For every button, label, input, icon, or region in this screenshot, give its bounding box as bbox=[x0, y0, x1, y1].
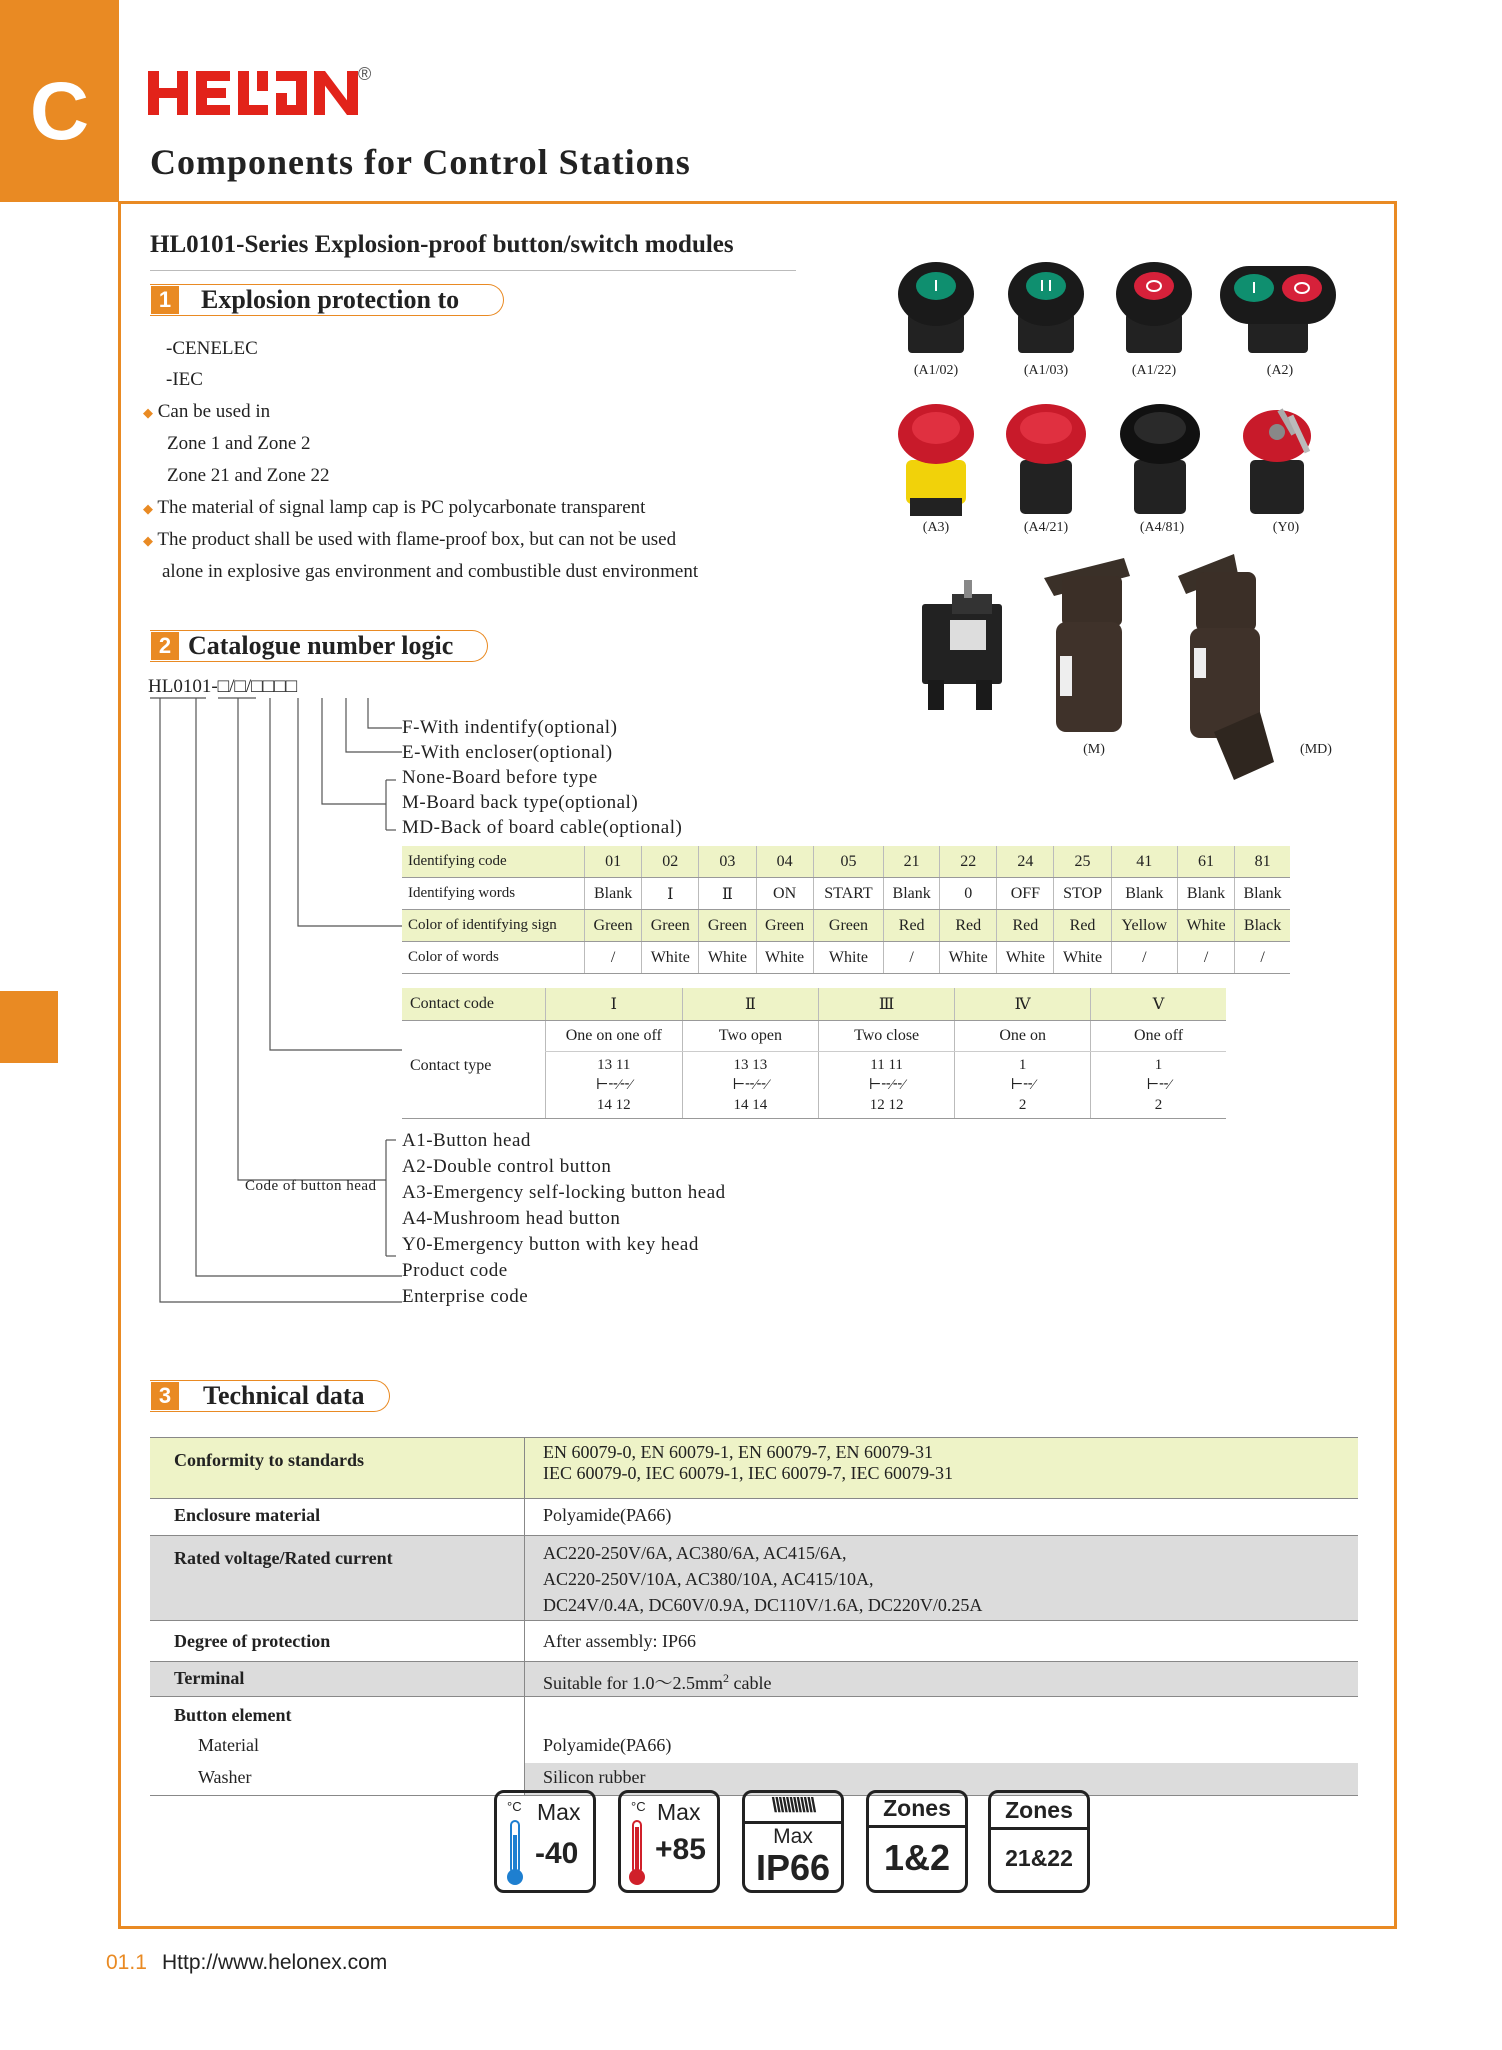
contact-diagram-1 bbox=[545, 1052, 682, 1119]
badge-min-temp bbox=[494, 1790, 596, 1893]
identifying-cell: 21 bbox=[884, 846, 940, 878]
section3-number: 3 bbox=[151, 1382, 179, 1410]
bullet-item bbox=[143, 528, 676, 553]
badge-max-label: Max bbox=[657, 1799, 701, 1825]
section-letter: C bbox=[29, 66, 90, 157]
conformity-key: Conformity to standards bbox=[150, 1438, 525, 1499]
identifying-cell: / bbox=[1111, 942, 1177, 974]
emergency-button-icon bbox=[896, 400, 976, 518]
diamond-bullet-icon: ◆ bbox=[143, 533, 153, 548]
contact-code-cell: Ⅲ bbox=[818, 988, 954, 1021]
identifying-cell: START bbox=[813, 878, 884, 910]
caption-a4-81: (A4/81) bbox=[1139, 520, 1185, 535]
identifying-cell: 05 bbox=[813, 846, 884, 878]
washer-key: Washer bbox=[150, 1763, 525, 1796]
thermometer-red-icon bbox=[627, 1819, 647, 1887]
degree-value: After assembly: IP66 bbox=[543, 1631, 696, 1651]
tech-row-rated bbox=[150, 1536, 1358, 1621]
enterprise-code-label: Enterprise code bbox=[402, 1286, 529, 1307]
degree-key: Degree of protection bbox=[150, 1621, 525, 1662]
bullet-text: The material of signal lamp cap is PC polycarbonate transparent bbox=[157, 497, 646, 518]
tech-row-material bbox=[150, 1733, 1358, 1763]
enclosure-key: Enclosure material bbox=[150, 1499, 525, 1536]
double-button-icon bbox=[1218, 258, 1338, 358]
identifying-cell: Yellow bbox=[1111, 910, 1177, 942]
contact-type-cell: Two open bbox=[682, 1021, 818, 1052]
diamond-bullet-icon: ◆ bbox=[143, 405, 153, 420]
identifying-cell: White bbox=[699, 942, 756, 974]
product-contact-block bbox=[912, 574, 1012, 719]
identifying-cell: 02 bbox=[642, 846, 699, 878]
badge-divider bbox=[745, 1821, 841, 1824]
rated-key: Rated voltage/Rated current bbox=[150, 1536, 525, 1621]
contact-diagram-3 bbox=[818, 1052, 954, 1119]
terminal-range: Suitable for 1.0～2.5mm bbox=[543, 1673, 723, 1693]
key-button-icon bbox=[1240, 400, 1340, 518]
contact-diagram-5 bbox=[1091, 1052, 1226, 1119]
head-a1: A1-Button head bbox=[402, 1130, 531, 1151]
contact-type-cell: Two close bbox=[818, 1021, 954, 1052]
zones-gas: Zone 1 and Zone 2 bbox=[167, 433, 311, 454]
side-tab-marker bbox=[0, 991, 58, 1063]
badge-zones-label: Zones bbox=[1005, 1797, 1073, 1823]
caption-md: (MD) bbox=[1300, 742, 1332, 757]
rated-ac-10a: AC220-250V/10A, AC380/10A, AC415/10A, bbox=[543, 1569, 874, 1589]
identifying-row bbox=[402, 846, 1290, 878]
identifying-cell: 41 bbox=[1111, 846, 1177, 878]
badge-divider bbox=[869, 1825, 965, 1828]
rated-value bbox=[525, 1536, 1359, 1621]
identifying-cell: Ⅰ bbox=[642, 878, 699, 910]
enclosure-value: Polyamide(PA66) bbox=[543, 1505, 672, 1525]
contact-block-icon bbox=[912, 574, 1012, 714]
identifying-cell: Green bbox=[813, 910, 884, 942]
thermometer-blue-icon bbox=[505, 1819, 525, 1887]
option-none: None-Board before type bbox=[402, 767, 598, 788]
identifying-cell: / bbox=[1235, 942, 1290, 974]
identifying-cell: Blank bbox=[1235, 878, 1290, 910]
button-element-value bbox=[525, 1697, 1359, 1734]
contact-type-cell: One off bbox=[1091, 1021, 1226, 1052]
washer-value: Silicon rubber bbox=[525, 1763, 1359, 1796]
identifying-cell: Red bbox=[997, 910, 1054, 942]
contact-code-cell: Ⅱ bbox=[682, 988, 818, 1021]
terminal-cable: cable bbox=[728, 1673, 772, 1693]
identifying-cell: STOP bbox=[1054, 878, 1111, 910]
contact-code-cell: Ⅰ bbox=[545, 988, 682, 1021]
identifying-cell: 81 bbox=[1235, 846, 1290, 878]
option-f: F-With indentify(optional) bbox=[402, 717, 618, 738]
terminal-top: 1 bbox=[1018, 1057, 1027, 1073]
contact-type-header: Contact type bbox=[402, 1021, 545, 1119]
identifying-cell: Ⅱ bbox=[699, 878, 756, 910]
material-key: Material bbox=[150, 1733, 525, 1763]
badge-zones-label: Zones bbox=[883, 1795, 951, 1821]
mushroom-button-black-icon bbox=[1118, 400, 1202, 518]
identifying-cell: / bbox=[585, 942, 642, 974]
switch-symbol-icon: ⊢╌⁄ bbox=[1146, 1077, 1171, 1093]
caption-m: (M) bbox=[1083, 742, 1105, 757]
identifying-cell: 04 bbox=[756, 846, 813, 878]
registered-mark: ® bbox=[358, 64, 372, 84]
identifying-cell: White bbox=[813, 942, 884, 974]
page-number: 01.1 bbox=[106, 1951, 147, 1974]
head-a2: A2-Double control button bbox=[402, 1156, 612, 1177]
terminal-bottom: 2 bbox=[1018, 1097, 1027, 1113]
bullet-item bbox=[143, 400, 270, 425]
series-title: HL0101-Series Explosion-proof button/switch modules bbox=[150, 231, 734, 258]
identifying-cell: White bbox=[1054, 942, 1111, 974]
terminal-top: 1 bbox=[1154, 1057, 1163, 1073]
section3-title: Technical data bbox=[203, 1381, 365, 1410]
bullet-item bbox=[143, 496, 645, 521]
rated-dc: DC24V/0.4A, DC60V/0.9A, DC110V/1.6A, DC220V/0.25A bbox=[543, 1595, 983, 1615]
tech-row-button bbox=[150, 1697, 1358, 1734]
product-a1-02 bbox=[896, 258, 976, 363]
section1-title: Explosion protection to bbox=[201, 285, 460, 314]
terminal-bottom: 12 12 bbox=[869, 1097, 904, 1113]
product-code-label: Product code bbox=[402, 1260, 508, 1281]
cable-module-angled-icon bbox=[1174, 552, 1284, 782]
logic-connector-lines bbox=[150, 696, 410, 1310]
badge-value: 1&2 bbox=[883, 1837, 951, 1878]
catalogue-code: HL0101-□/□/□□□□ bbox=[148, 676, 298, 697]
switch-symbol-icon: ⊢╌⁄ bbox=[1010, 1077, 1035, 1093]
button-green-icon bbox=[896, 258, 976, 358]
terminal-top: 13 13 bbox=[733, 1057, 768, 1073]
section2-number: 2 bbox=[151, 632, 179, 660]
frame-left-border bbox=[118, 201, 121, 1929]
technical-data-table bbox=[150, 1437, 1358, 1796]
identifying-cell: Green bbox=[699, 910, 756, 942]
badge-value: 21&22 bbox=[1005, 1845, 1073, 1871]
identifying-cell: 25 bbox=[1054, 846, 1111, 878]
rated-ac-6a: AC220-250V/6A, AC380/6A, AC415/6A, bbox=[543, 1543, 847, 1563]
series-divider bbox=[150, 270, 796, 271]
option-m: M-Board back type(optional) bbox=[402, 792, 639, 813]
caption-y0: (Y0) bbox=[1272, 520, 1300, 535]
terminal-value bbox=[525, 1662, 1359, 1697]
caption-a3: (A3) bbox=[922, 520, 950, 535]
identifying-row-header: Identifying code bbox=[402, 846, 585, 878]
identifying-row-header: Color of identifying sign bbox=[402, 910, 585, 942]
tech-row-conformity bbox=[150, 1438, 1358, 1499]
cable-module-icon bbox=[1034, 556, 1144, 736]
switch-symbol-icon: ⊢╌⁄╌⁄ bbox=[868, 1077, 905, 1093]
section2-title: Catalogue number logic bbox=[188, 631, 454, 660]
switch-symbol-icon: ⊢╌⁄╌⁄ bbox=[732, 1077, 769, 1093]
badge-max-temp bbox=[618, 1790, 720, 1893]
terminal-top: 13 11 bbox=[597, 1057, 631, 1073]
identifying-cell: White bbox=[940, 942, 997, 974]
identifying-cell: Blank bbox=[1177, 878, 1234, 910]
identifying-cell: White bbox=[997, 942, 1054, 974]
code-of-button-head-label: Code of button head bbox=[245, 1178, 377, 1194]
identifying-cell: White bbox=[1177, 910, 1234, 942]
identifying-row bbox=[402, 910, 1290, 942]
terminal-top: 11 11 bbox=[870, 1057, 903, 1073]
head-y0: Y0-Emergency button with key head bbox=[402, 1234, 699, 1255]
badge-value: -40 bbox=[535, 1837, 579, 1870]
contact-code-cell: Ⅴ bbox=[1091, 988, 1226, 1021]
identifying-cell: White bbox=[756, 942, 813, 974]
product-a4-81 bbox=[1118, 400, 1202, 523]
button-red-icon bbox=[1114, 258, 1194, 358]
identifying-cell: 03 bbox=[699, 846, 756, 878]
identifying-cell: 24 bbox=[997, 846, 1054, 878]
identifying-cell: / bbox=[1177, 942, 1234, 974]
contact-type-cell: One on one off bbox=[545, 1021, 682, 1052]
iec-line: -IEC bbox=[166, 369, 203, 390]
website-link[interactable]: Http://www.helonex.com bbox=[162, 1951, 388, 1974]
brand-logo-mark bbox=[148, 69, 358, 117]
head-a4: A4-Mushroom head button bbox=[402, 1208, 621, 1229]
caption-a4-21: (A4/21) bbox=[1023, 520, 1069, 535]
identifying-code-table bbox=[402, 846, 1290, 974]
badge-zones-dust bbox=[988, 1790, 1090, 1893]
material-value: Polyamide(PA66) bbox=[543, 1735, 672, 1755]
water-spray-icon: \\\\\\\\\\\\ bbox=[771, 1795, 815, 1817]
identifying-cell: Red bbox=[940, 910, 997, 942]
identifying-row bbox=[402, 878, 1290, 910]
button-green-icon bbox=[1006, 258, 1086, 358]
product-md bbox=[1174, 552, 1284, 787]
identifying-cell: 61 bbox=[1177, 846, 1234, 878]
bullet-continuation: alone in explosive gas environment and combustible dust environment bbox=[162, 561, 699, 582]
option-md: MD-Back of board cable(optional) bbox=[402, 817, 683, 838]
identifying-cell: / bbox=[884, 942, 940, 974]
identifying-cell: 0 bbox=[940, 878, 997, 910]
caption-a2: (A2) bbox=[1266, 363, 1294, 378]
switch-symbol-icon: ⊢╌⁄╌⁄ bbox=[595, 1077, 632, 1093]
cenelec-line: -CENELEC bbox=[166, 338, 258, 359]
identifying-cell: White bbox=[642, 942, 699, 974]
caption-a1-02: (A1/02) bbox=[913, 363, 959, 378]
tech-row-degree bbox=[150, 1621, 1358, 1662]
terminal-superscript: 2 bbox=[722, 1671, 729, 1685]
badge-max-label: Max bbox=[537, 1799, 581, 1825]
identifying-cell: 22 bbox=[940, 846, 997, 878]
tech-row-terminal bbox=[150, 1662, 1358, 1697]
identifying-cell: Green bbox=[756, 910, 813, 942]
terminal-key: Terminal bbox=[150, 1662, 525, 1697]
identifying-row-header: Identifying words bbox=[402, 878, 585, 910]
badge-zones-gas bbox=[866, 1790, 968, 1893]
product-a3 bbox=[896, 400, 976, 523]
caption-a1-03: (A1/03) bbox=[1023, 363, 1069, 378]
diamond-bullet-icon: ◆ bbox=[143, 501, 153, 516]
section-tab bbox=[0, 0, 119, 202]
identifying-cell: Red bbox=[884, 910, 940, 942]
bullet-text: Can be used in bbox=[157, 401, 271, 422]
badge-value: +85 bbox=[655, 1833, 706, 1866]
conformity-iec: IEC 60079-0, IEC 60079-1, IEC 60079-7, IEC 60079-31 bbox=[543, 1463, 953, 1483]
product-a4-21 bbox=[1004, 400, 1088, 523]
zones-dust: Zone 21 and Zone 22 bbox=[167, 465, 330, 486]
contact-code-cell: Ⅳ bbox=[955, 988, 1091, 1021]
brand-logo bbox=[148, 66, 358, 130]
identifying-cell: ON bbox=[756, 878, 813, 910]
terminal-bottom: 14 14 bbox=[733, 1097, 768, 1113]
contact-diagram-4 bbox=[955, 1052, 1091, 1119]
identifying-cell: Blank bbox=[1111, 878, 1177, 910]
bullet-text: The product shall be used with flame-proof box, but can not be used bbox=[157, 529, 677, 550]
product-m bbox=[1034, 556, 1144, 741]
mushroom-button-icon bbox=[1004, 400, 1088, 518]
badge-ip66 bbox=[742, 1790, 844, 1893]
badge-divider bbox=[991, 1827, 1087, 1830]
badge-unit: °C bbox=[631, 1799, 646, 1814]
terminal-bottom: 2 bbox=[1154, 1097, 1163, 1113]
badge-unit: °C bbox=[507, 1799, 522, 1814]
identifying-cell: OFF bbox=[997, 878, 1054, 910]
product-a1-03 bbox=[1006, 258, 1086, 363]
section1-number: 1 bbox=[151, 286, 179, 314]
tech-row-enclosure bbox=[150, 1499, 1358, 1536]
product-a2 bbox=[1218, 258, 1338, 363]
identifying-cell: Blank bbox=[884, 878, 940, 910]
identifying-cell: Blank bbox=[585, 878, 642, 910]
product-a1-22 bbox=[1114, 258, 1194, 363]
terminal-bottom: 14 12 bbox=[596, 1097, 631, 1113]
contact-type-row bbox=[402, 1021, 1226, 1052]
conformity-value bbox=[525, 1438, 1359, 1499]
option-e: E-With encloser(optional) bbox=[402, 742, 613, 763]
identifying-cell: Green bbox=[585, 910, 642, 942]
contact-type-cell: One on bbox=[955, 1021, 1091, 1052]
contact-diagram-2 bbox=[682, 1052, 818, 1119]
conformity-en: EN 60079-0, EN 60079-1, EN 60079-7, EN 60079-31 bbox=[543, 1442, 933, 1462]
badge-max-label: Max bbox=[773, 1825, 813, 1848]
identifying-row-header: Color of words bbox=[402, 942, 585, 974]
caption-a1-22: (A1/22) bbox=[1131, 363, 1177, 378]
product-y0 bbox=[1240, 400, 1340, 523]
identifying-cell: Green bbox=[642, 910, 699, 942]
identifying-cell: 01 bbox=[585, 846, 642, 878]
identifying-row bbox=[402, 942, 1290, 974]
page-title: Components for Control Stations bbox=[150, 142, 691, 182]
contact-code-header: Contact code bbox=[402, 988, 545, 1021]
contact-code-row bbox=[402, 988, 1226, 1021]
badge-value: IP66 bbox=[755, 1847, 831, 1888]
button-element-key: Button element bbox=[150, 1697, 525, 1734]
identifying-cell: Red bbox=[1054, 910, 1111, 942]
contact-code-table bbox=[402, 988, 1226, 1119]
head-a3: A3-Emergency self-locking button head bbox=[402, 1182, 726, 1203]
identifying-cell: Black bbox=[1235, 910, 1290, 942]
